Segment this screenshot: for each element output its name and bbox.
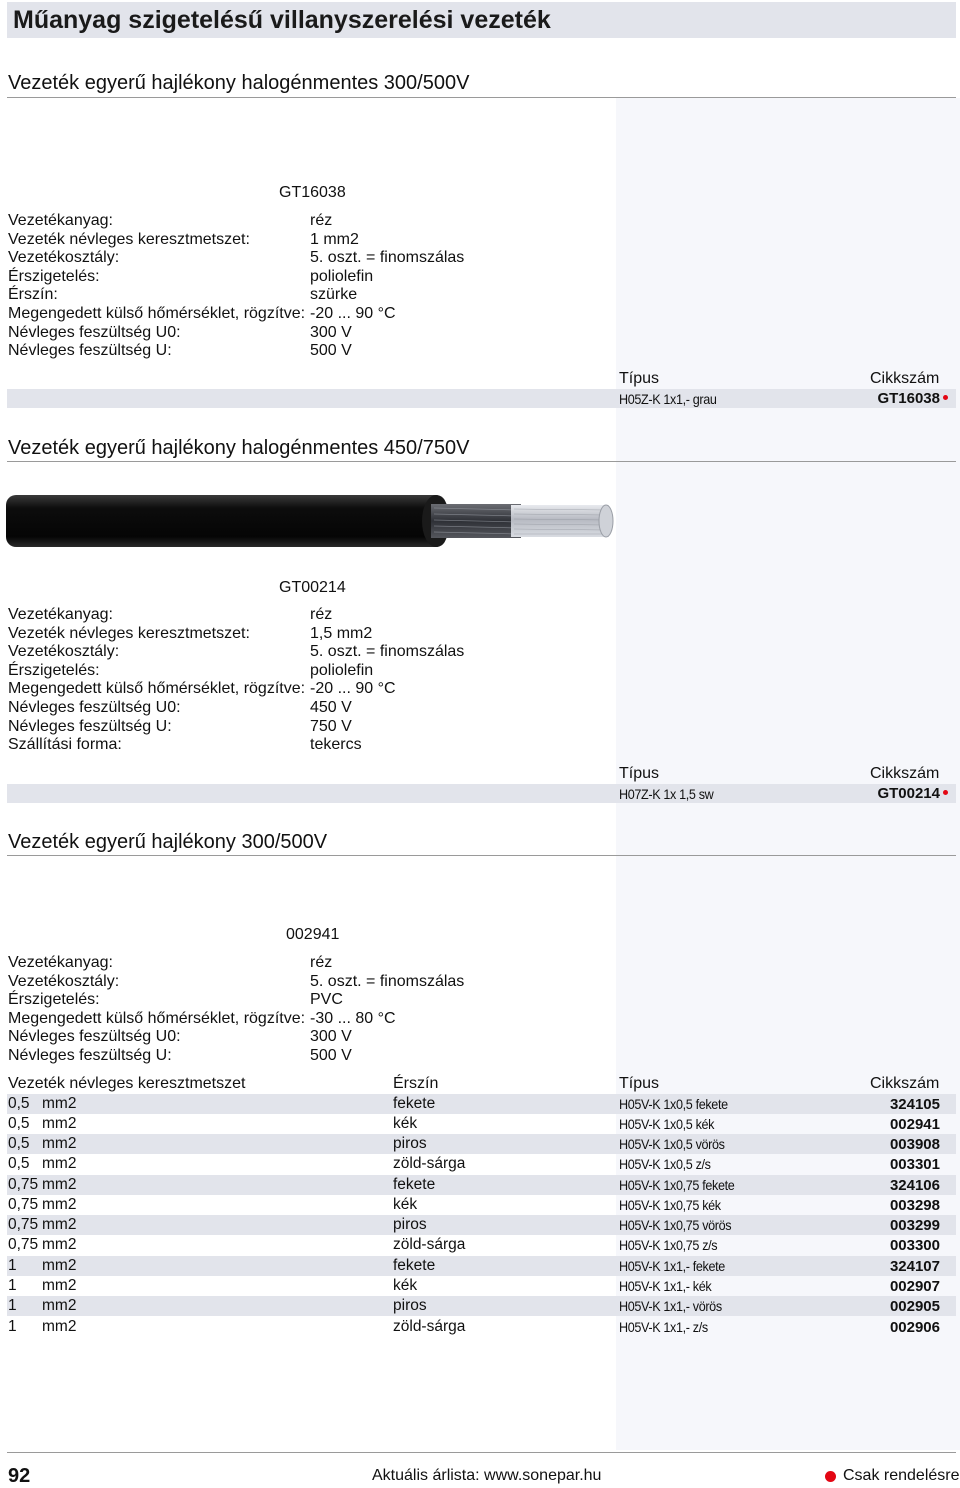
spec-label: Névleges feszültség U:: [8, 717, 172, 735]
spec-label: Megengedett külső hőmérséklet, rögzítve:: [8, 680, 306, 698]
spec-label: Vezeték névleges keresztmetszet:: [8, 230, 250, 248]
cell-code: 324105: [889, 1096, 940, 1113]
cell-type: H05V-K 1x0,5 z/s: [619, 1156, 711, 1172]
spec-label: Vezetékanyag:: [8, 606, 113, 623]
spec-label: Vezetékosztály:: [8, 643, 120, 661]
cell-color: kék: [393, 1196, 418, 1213]
cell-code: 003300: [889, 1237, 940, 1254]
cell-size: 0,5: [8, 1155, 30, 1172]
spec-value: réz: [310, 954, 333, 971]
type-header-1: Típus: [619, 370, 660, 387]
spec-value: 1 mm2: [310, 230, 359, 248]
cell-size: 1: [8, 1297, 17, 1314]
spec-value: 5. oszt. = finomszálas: [310, 249, 465, 267]
spec-value: 500 V: [310, 1046, 352, 1064]
cell-code: 324107: [889, 1258, 940, 1275]
cell-unit: mm2: [42, 1297, 77, 1314]
spec-label: Vezetékanyag:: [8, 954, 113, 971]
cell-unit: mm2: [42, 1196, 77, 1213]
cell-type: H05V-K 1x0,75 z/s: [619, 1237, 718, 1253]
spec-value: -30 ... 80 °C: [310, 1009, 396, 1027]
cell-unit: mm2: [42, 1155, 77, 1172]
cell-code: 324106: [889, 1177, 940, 1194]
cell-code: 002905: [889, 1298, 940, 1315]
spec-label: Megengedett külső hőmérséklet, rögzítve:: [8, 304, 306, 322]
cell-unit: mm2: [42, 1135, 77, 1152]
page-title-bar: [7, 2, 956, 38]
cell-color: fekete: [393, 1095, 436, 1112]
type-header-2: Típus: [619, 765, 660, 782]
spec-value: tekercs: [310, 736, 362, 754]
spec-value: 5. oszt. = finomszálas: [310, 972, 465, 990]
spec-label: Vezetékosztály:: [8, 972, 120, 990]
cell-code: 003299: [889, 1217, 940, 1234]
cell-code: 003301: [889, 1156, 940, 1173]
table-row[interactable]: [7, 1317, 956, 1337]
cell-unit: mm2: [42, 1318, 77, 1335]
spec-value: poliolefin: [310, 267, 374, 285]
product-type-1: H05Z-K 1x1,- grau: [619, 391, 717, 407]
code-header-2: Cikkszám: [870, 765, 940, 782]
cell-size: 1: [8, 1277, 17, 1294]
cell-type: H05V-K 1x1,- z/s: [619, 1319, 708, 1335]
table-row[interactable]: [7, 1296, 956, 1316]
order-only-dot: [943, 790, 948, 795]
spec-label: Érszigetelés:: [8, 661, 100, 679]
table-row[interactable]: [7, 1134, 956, 1154]
spec-value: 750 V: [310, 717, 352, 735]
product-code-1: GT16038: [877, 390, 940, 407]
spec-label: Névleges feszültség U0:: [8, 323, 181, 341]
cell-color: zöld-sárga: [393, 1236, 466, 1253]
cell-type: H05V-K 1x0,5 fekete: [619, 1096, 728, 1112]
cell-unit: mm2: [42, 1216, 77, 1233]
spec-value: -20 ... 90 °C: [310, 680, 396, 698]
table-row[interactable]: [7, 1114, 956, 1134]
spec-label: Vezetékosztály:: [8, 249, 120, 267]
cell-type: H05V-K 1x1,- kék: [619, 1278, 712, 1294]
order-only-legend: Csak rendelésre: [843, 1467, 960, 1484]
section-rule-2: [7, 461, 956, 462]
spec-label: Névleges feszültség U:: [8, 1046, 172, 1064]
cell-color: zöld-sárga: [393, 1155, 466, 1172]
cell-code: 003908: [889, 1136, 940, 1153]
cell-unit: mm2: [42, 1236, 77, 1253]
table-row[interactable]: [7, 1094, 956, 1114]
cell-size: 1: [8, 1318, 17, 1335]
spec-label: Érszigetelés:: [8, 267, 100, 285]
cell-size: 0,5: [8, 1095, 30, 1112]
col-header-code: Cikkszám: [870, 1075, 940, 1092]
spec-label: Névleges feszültség U0:: [8, 1028, 181, 1046]
col-header-color: Érszín: [393, 1075, 439, 1092]
cell-unit: mm2: [42, 1176, 77, 1193]
spec-value: 1,5 mm2: [310, 624, 373, 642]
cell-code: 002906: [889, 1319, 940, 1336]
cell-size: 0,75: [8, 1176, 39, 1193]
cell-color: kék: [393, 1277, 418, 1294]
product-strip-2[interactable]: [7, 784, 956, 803]
section-rule-3: [7, 855, 956, 856]
product-strip-1[interactable]: [7, 389, 956, 408]
cell-type: H05V-K 1x1,- fekete: [619, 1258, 725, 1274]
spec-label: Vezetékanyag:: [8, 212, 113, 229]
product-code-2: GT00214: [877, 785, 940, 802]
spec-label: Vezeték névleges keresztmetszet:: [8, 624, 250, 642]
table-row[interactable]: [7, 1215, 956, 1235]
spec-value: 500 V: [310, 342, 352, 360]
cell-type: H05V-K 1x0,75 kék: [619, 1197, 721, 1213]
current-pricelist-link[interactable]: Aktuális árlista: www.sonepar.hu: [372, 1467, 602, 1484]
spec-value: 450 V: [310, 698, 352, 716]
cell-color: piros: [393, 1216, 427, 1233]
cell-type: H05V-K 1x0,5 vörös: [619, 1136, 725, 1152]
table-row[interactable]: [7, 1195, 956, 1215]
cell-color: fekete: [393, 1257, 436, 1274]
product-type-2: H07Z-K 1x 1,5 sw: [619, 786, 714, 802]
cell-color: piros: [393, 1135, 427, 1152]
cell-unit: mm2: [42, 1115, 77, 1132]
spec-label: Érszín:: [8, 286, 58, 304]
page-title: Műanyag szigetelésű villanyszerelési vezeték: [13, 6, 551, 34]
spec-value: szürke: [310, 286, 358, 304]
order-only-dot: [943, 395, 948, 400]
spec-label: Érszigetelés:: [8, 991, 100, 1009]
table-row[interactable]: [7, 1154, 956, 1174]
product-code-label-3: 002941: [286, 926, 340, 943]
spec-label: Megengedett külső hőmérséklet, rögzítve:: [8, 1009, 306, 1027]
cell-color: fekete: [393, 1176, 436, 1193]
cable-image: [6, 492, 618, 550]
table-row[interactable]: [7, 1256, 956, 1276]
cell-size: 0,5: [8, 1115, 30, 1132]
spec-value: PVC: [310, 991, 343, 1009]
footer-rule: [7, 1452, 956, 1453]
order-only-dot-icon: [825, 1471, 836, 1482]
cell-size: 0,75: [8, 1196, 39, 1213]
section-rule-1: [7, 97, 956, 98]
cell-code: 003298: [889, 1197, 940, 1214]
code-header-1: Cikkszám: [870, 370, 940, 387]
cell-color: piros: [393, 1297, 427, 1314]
cell-type: H05V-K 1x0,5 kék: [619, 1116, 715, 1132]
product-code-label-1: GT16038: [279, 184, 346, 201]
spec-value: 300 V: [310, 1028, 352, 1046]
section-title-3: Vezeték egyerű hajlékony 300/500V: [8, 831, 328, 853]
spec-value: 5. oszt. = finomszálas: [310, 643, 465, 661]
spec-value: -20 ... 90 °C: [310, 304, 396, 322]
table-row[interactable]: [7, 1235, 956, 1255]
cell-type: H05V-K 1x1,- vörös: [619, 1298, 722, 1314]
cell-type: H05V-K 1x0,75 fekete: [619, 1177, 735, 1193]
cell-unit: mm2: [42, 1257, 77, 1274]
spec-value: 300 V: [310, 323, 352, 341]
spec-label: Szállítási forma:: [8, 736, 122, 754]
page-number: 92: [8, 1465, 31, 1487]
cell-type: H05V-K 1x0,75 vörös: [619, 1217, 732, 1233]
cell-color: zöld-sárga: [393, 1318, 466, 1335]
col-header-type: Típus: [619, 1075, 660, 1092]
spec-label: Névleges feszültség U:: [8, 342, 172, 360]
cell-code: 002907: [889, 1278, 940, 1295]
spec-label: Névleges feszültség U0:: [8, 698, 181, 716]
cell-unit: mm2: [42, 1095, 77, 1112]
cell-size: 0,75: [8, 1236, 39, 1253]
cell-unit: mm2: [42, 1277, 77, 1294]
spec-value: réz: [310, 606, 333, 623]
product-code-label-2: GT00214: [279, 579, 346, 596]
spec-value: poliolefin: [310, 661, 374, 679]
spec-value: réz: [310, 212, 333, 229]
section-title-1: Vezeték egyerű hajlékony halogénmentes 300/500V: [8, 72, 470, 94]
cell-size: 0,5: [8, 1135, 30, 1152]
table-row[interactable]: [7, 1175, 956, 1195]
cell-size: 1: [8, 1257, 17, 1274]
table-row[interactable]: [7, 1276, 956, 1296]
col-header-cross-section: Vezeték névleges keresztmetszet: [8, 1075, 246, 1092]
cell-size: 0,75: [8, 1216, 39, 1233]
cell-code: 002941: [889, 1116, 940, 1133]
cell-color: kék: [393, 1115, 418, 1132]
section-title-2: Vezeték egyerű hajlékony halogénmentes 450/750V: [8, 437, 470, 459]
